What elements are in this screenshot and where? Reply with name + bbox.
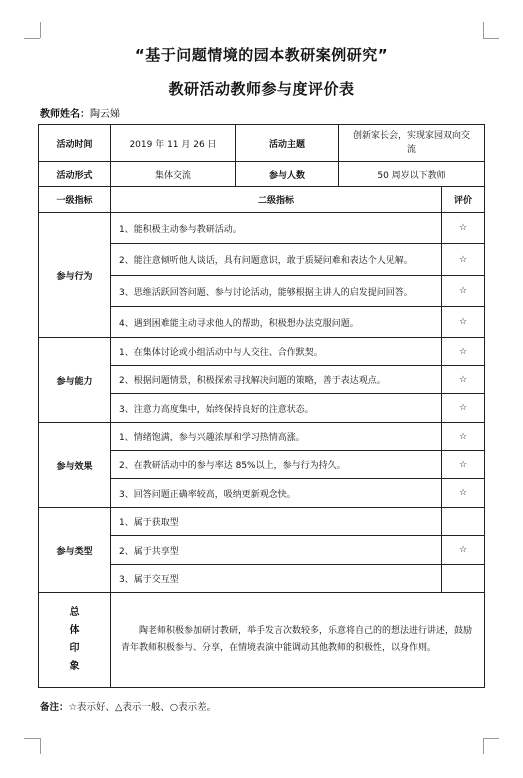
note-text: ☆表示好、△表示一般、○表示差。 [68,702,217,713]
criterion-text: 3、属于交互型 [111,565,442,593]
note-line [40,699,216,713]
section-label: 参与效果 [39,423,111,508]
section-label: 参与能力 [39,338,111,423]
crop-mark-tr-v [483,22,484,38]
rating-cell: ☆ [442,536,485,565]
participants-label: 参与人数 [236,162,339,187]
criterion-text: 2、属于共享型 [111,536,442,565]
header-rating: 评价 [442,187,485,213]
teacher-name: 陶云娣 [90,109,120,120]
rating-cell: ☆ [442,394,485,423]
section-label: 参与行为 [39,213,111,338]
rating-cell: ☆ [442,338,485,366]
table-row [39,508,485,536]
criterion-text: 2、在教研活动中的参与率达 85%以上，参与行为持久。 [111,451,442,479]
summary-text: 陶老师积极参加研讨教研，举手发言次数较多，乐意将自己的的想法进行讲述，鼓励青年教师积极参与、分享，在情境表演中能调动其他教师的积极性，以身作则。 [111,593,485,688]
criterion-text: 3、思维活跃回答问题、参与讨论活动，能够根据主讲人的启发提问回答。 [111,276,442,307]
rating-cell: ☆ [442,366,485,394]
table-row [39,423,485,451]
rating-cell: ☆ [442,451,485,479]
teacher-name-line [40,105,120,120]
activity-time-value: 2019 年 11 月 26 日 [111,125,236,162]
activity-form-value: 集体交流 [111,162,236,187]
activity-theme-label: 活动主题 [236,125,339,162]
summary-row [39,593,485,688]
rating-cell: ☆ [442,307,485,338]
rating-cell [442,565,485,593]
info-row-form [39,162,485,187]
criterion-text: 1、能积极主动参与教研活动。 [111,213,442,244]
header-level2: 二级指标 [111,187,442,213]
crop-mark-tr-h [483,38,499,39]
participants-value: 50 周岁以下教师 [339,162,485,187]
activity-time-label: 活动时间 [39,125,111,162]
criterion-text: 3、注意力高度集中，始终保持良好的注意状态。 [111,394,442,423]
criterion-text: 3、回答问题正确率较高，吸纳更新观念快。 [111,479,442,508]
activity-form-label: 活动形式 [39,162,111,187]
summary-label-char: 体 [69,625,80,636]
header-level1: 一级指标 [39,187,111,213]
note-label: 备注： [40,702,69,713]
crop-mark-br-v [483,738,484,754]
section-label: 参与类型 [39,508,111,593]
rating-cell: ☆ [442,213,485,244]
summary-label [39,593,111,688]
teacher-label: 教师姓名： [40,109,90,120]
crop-mark-tl-v [40,22,41,38]
evaluation-table [38,124,485,688]
crop-mark-bl-h [24,738,40,739]
criterion-text: 2、根据问题情景，积极探索寻找解决问题的策略，善于表达观点。 [111,366,442,394]
header-row [39,187,485,213]
document-title: “基于问题情境的园本教研案例研究” [134,46,389,64]
crop-mark-tl-h [24,38,40,39]
summary-label-char: 象 [69,661,80,672]
criterion-text: 1、在集体讨论或小组活动中与人交往、合作默契。 [111,338,442,366]
crop-mark-bl-v [40,738,41,754]
table-row [39,213,485,244]
document-subtitle: 教研活动教师参与度评价表 [168,80,355,98]
criterion-text: 2、能注意倾听他人谈话，具有问题意识，敢于质疑问难和表达个人见解。 [111,244,442,276]
rating-cell [442,508,485,536]
table-row [39,338,485,366]
criterion-text: 4、遇到困难能主动寻求他人的帮助，积极想办法克服问题。 [111,307,442,338]
summary-label-char: 印 [69,643,80,654]
info-row-time [39,125,485,162]
crop-mark-br-h [483,738,499,739]
summary-label-char: 总 [69,607,80,618]
rating-cell: ☆ [442,423,485,451]
rating-cell: ☆ [442,276,485,307]
criterion-text: 1、属于获取型 [111,508,442,536]
rating-cell: ☆ [442,244,485,276]
criterion-text: 1、情绪饱满，参与兴趣浓厚和学习热情高涨。 [111,423,442,451]
activity-theme-value: 创新家长会，实现家园双向交流 [339,125,485,162]
rating-cell: ☆ [442,479,485,508]
